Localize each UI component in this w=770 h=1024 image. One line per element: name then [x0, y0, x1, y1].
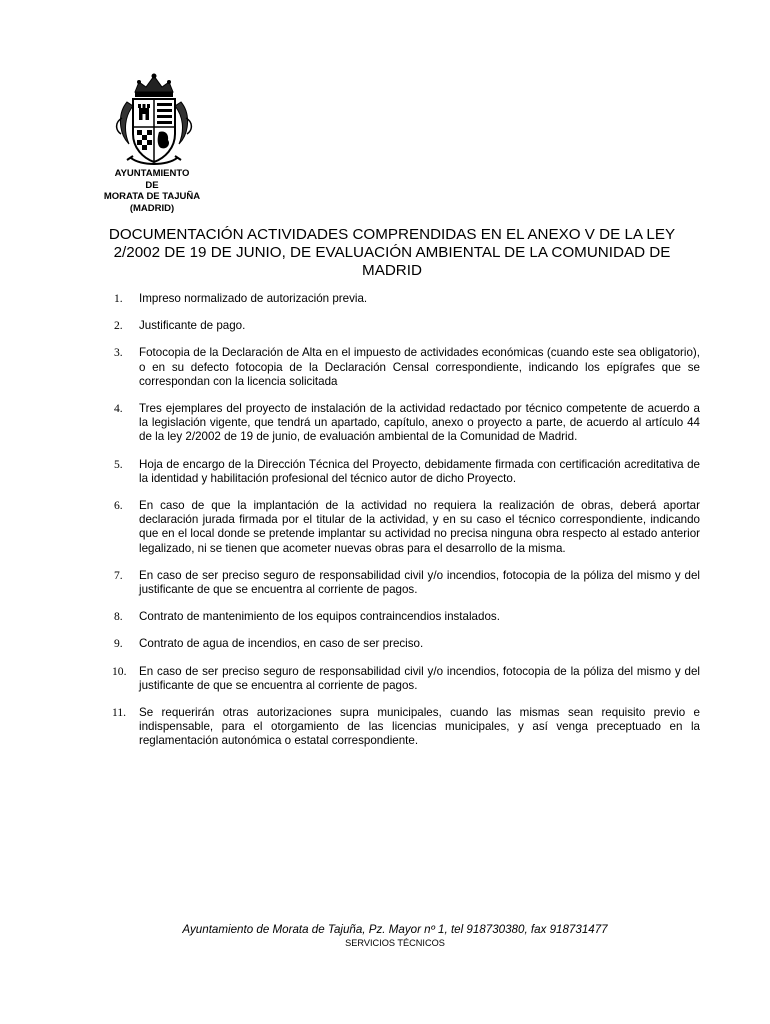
list-item — [108, 665, 700, 693]
list-item — [108, 319, 700, 333]
document-title: DOCUMENTACIÓN ACTIVIDADES COMPRENDIDAS EN EL ANEXO V DE LA LEY 2/2002 DE 19 DE JUNIO, DE EVALUACIÓN AMBIENTAL DE LA COMUNIDAD DE MADRID — [108, 226, 676, 279]
item-text: Hoja de encargo de la Dirección Técnica del Proyecto, debidamente firmada con certificación acreditativa de la identidad y habilitación profesional del técnico autor de dicho Proyecto. — [139, 457, 700, 485]
list-item — [108, 499, 700, 556]
list-item — [108, 569, 700, 597]
item-text: Tres ejemplares del proyecto de instalación de la actividad redactado por técnico competente de acuerdo a la legislación vigente, que tendrá un apartado, capítulo, anexo o proyecto a parte, de acuerdo al artículo 44 de la ley 2/2002 de 19 de junio, de evaluación ambiental de la Comunidad de Madrid. — [139, 402, 700, 444]
item-text: Justificante de pago. — [139, 319, 246, 333]
item-text: Se requerirán otras autorizaciones supra municipales, cuando las mismas sean requisito previo e indispensable, para el otorgamiento de las licencias municipales, y así venga preceptuado en la reglamentación autonómica o estatal correspondiente. — [139, 706, 700, 748]
page-footer — [60, 923, 730, 949]
item-text: Contrato de agua de incendios, en caso de ser preciso. — [139, 637, 424, 651]
list-item — [108, 610, 700, 624]
item-text: Contrato de mantenimiento de los equipos contraincendios instalados. — [139, 610, 500, 624]
list-item — [108, 706, 700, 749]
item-number: 3. — [114, 346, 123, 360]
item-text: En caso de que la implantación de la actividad no requiera la realización de obras, deberá aportar declaración jurada firmada por el titular de la actividad, y en su caso el técnico correspondiente, indicando que en el local donde se pretende implantar su actividad no precisa ninguna obra respecto al estado anterior legalizado, ni se tienen que acometer nuevas obras para el desarrollo de la misma. — [139, 499, 700, 555]
item-number: 8. — [114, 610, 123, 624]
list-item — [108, 402, 700, 445]
list-item — [108, 292, 700, 306]
item-number: 6. — [114, 499, 123, 513]
item-number: 1. — [114, 292, 123, 305]
item-number: 4. — [114, 402, 123, 416]
org-name-line: AYUNTAMIENTO — [114, 168, 190, 179]
item-number: 5. — [114, 457, 123, 471]
list-item — [108, 346, 700, 389]
org-name-line: MORATA DE TAJUÑA — [103, 191, 201, 202]
item-text: En caso de ser preciso seguro de responsabilidad civil y/o incendios, fotocopia de la póliza del mismo y del justificante de que se encuentra al corriente de pagos. — [139, 664, 700, 692]
requirements-list — [108, 292, 700, 762]
org-name-line: (MADRID) — [129, 202, 175, 214]
item-number: 2. — [114, 319, 123, 333]
list-item — [108, 458, 700, 486]
item-number: 11. — [112, 706, 127, 720]
item-number: 10. — [112, 664, 127, 678]
organization-name — [96, 168, 208, 214]
list-item — [108, 637, 700, 651]
item-text: En caso de ser preciso seguro de responsabilidad civil y/o incendios, fotocopia de la póliza del mismo y del justificante de que se encuentra al corriente de pagos. — [139, 568, 700, 597]
coat-of-arms-logo — [113, 72, 195, 170]
item-text: Impreso normalizado de autorización previa. — [139, 292, 368, 305]
footer-department: SERVICIOS TÉCNICOS — [345, 938, 445, 948]
footer-address: Ayuntamiento de Morata de Tajuña, Pz. Mayor nº 1, tel 918730380, fax 918731477 — [182, 923, 608, 936]
item-text: Fotocopia de la Declaración de Alta en el impuesto de actividades económicas (cuando este sea obligatorio), o en su defecto fotocopia de la Declaración Censal correspondiente, indicando los epígrafes que se correspondan con la licencia solicitada — [139, 346, 700, 388]
item-number: 9. — [114, 637, 123, 651]
item-number: 7. — [114, 568, 123, 582]
org-name-line: DE — [145, 179, 159, 191]
